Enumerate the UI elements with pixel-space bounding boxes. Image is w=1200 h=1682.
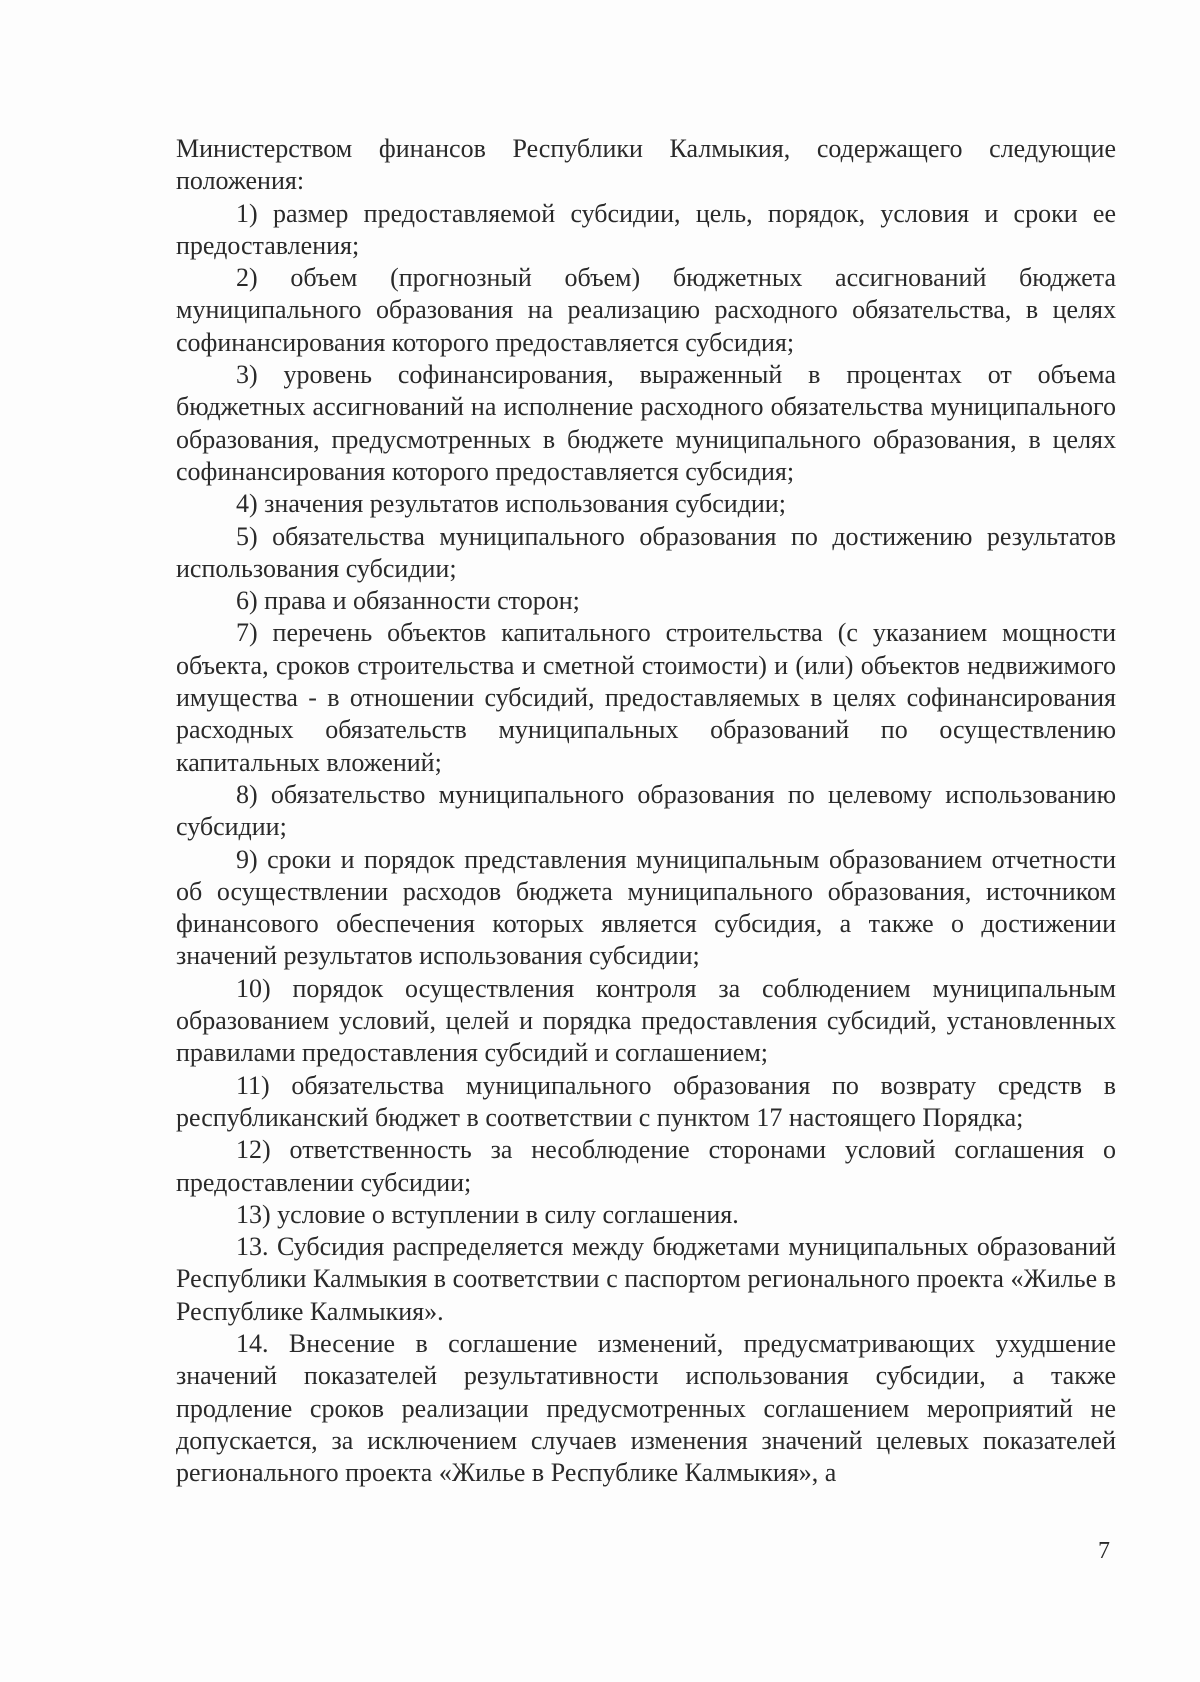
section-14-paragraph: 14. Внесение в соглашение изменений, предусматривающих ухудшение значений показателей результативности использования субсидии, а также продление сроков реализации предусмотренных соглашением мероприятий не допускается, за исключением случаев изменения значений целевых показателей регионального проекта «Жилье в Республике Калмыкия», а (176, 1328, 1116, 1488)
list-item-3: 3) уровень софинансирования, выраженный в процентах от объема бюджетных ассигнований на исполнение расходного обязательства муниципального образования, предусмотренных в бюджете муниципального образования, в целях софинансирования которого предоставляется субсидия; (176, 360, 1116, 486)
list-item-6: 6) права и обязанности сторон; (236, 586, 580, 616)
list-item-11: 11) обязательства муниципального образования по возврату средств в республиканский бюджет в соответствии с пунктом 17 настоящего Порядка; (176, 1070, 1116, 1132)
list-item-5: 5) обязательства муниципального образования по достижению результатов использования субсидии; (176, 521, 1116, 583)
document-body (176, 133, 1116, 1489)
list-item-12: 12) ответственность за несоблюдение сторонами условий соглашения о предоставлении субсидии; (176, 1135, 1116, 1197)
list-item-10: 10) порядок осуществления контроля за соблюдением муниципальным образованием условий, целей и порядка предоставления субсидий, установленных правилами предоставления субсидий и соглашением; (176, 973, 1116, 1068)
list-item-13: 13) условие о вступлении в силу соглашения. (236, 1199, 739, 1229)
paragraph-intro: Министерством финансов Республики Калмыкия, содержащего следующие положения: (176, 134, 1116, 196)
list-item-8: 8) обязательство муниципального образования по целевому использованию субсидии; (176, 779, 1116, 842)
list-item-7: 7) перечень объектов капитального строительства (с указанием мощности объекта, сроков строительства и сметной стоимости) и (или) объектов недвижимого имущества - в отношении субсидий, предоставляемых в целях софинансирования расходных обязательств муниципальных образований по осуществлению капитальных вложений; (176, 618, 1116, 777)
list-item-4: 4) значения результатов использования субсидии; (236, 489, 786, 519)
page-number: 7 (1098, 1538, 1110, 1564)
list-item-1: 1) размер предоставляемой субсидии, цель, порядок, условия и сроки ее предоставления; (176, 198, 1116, 260)
section-13-paragraph: 13. Субсидия распределяется между бюджетами муниципальных образований Республики Калмыкия в соответствии с паспортом регионального проекта «Жилье в Республике Калмыкия». (176, 1232, 1116, 1326)
list-item-2: 2) объем (прогнозный объем) бюджетных ассигнований бюджета муниципального образования на реализацию расходного обязательства, в целях софинансирования которого предоставляется субсидия; (176, 263, 1116, 357)
list-item-9: 9) сроки и порядок представления муниципальным образованием отчетности об осуществлении расходов бюджета муниципального образования, источником финансового обеспечения которых является субсидия, а также о достижении значений результатов использования субсидии; (176, 844, 1116, 971)
